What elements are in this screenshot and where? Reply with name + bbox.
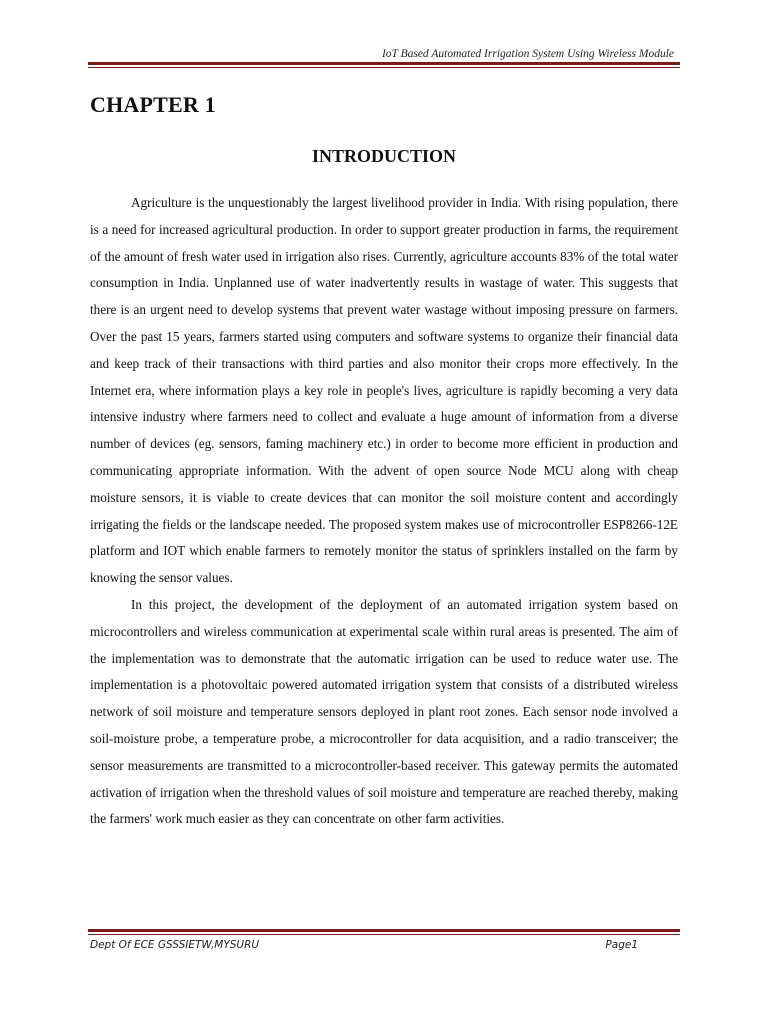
footer-department: Dept Of ECE GSSSIETW,MYSURU <box>90 939 260 951</box>
running-header: IoT Based Automated Irrigation System Using Wireless Module <box>381 48 674 60</box>
header-rule <box>88 62 680 65</box>
section-title: INTRODUCTION <box>311 146 457 166</box>
paragraph-2: In this project, the development of the deployment of an automated irrigation system based on microcontrollers and wireless communication at experimental scale within rural areas is presented. The aim of the implementation was to demonstrate that the automatic irrigation can be used to reduce water use. The implementation is a photovoltaic powered automated irrigation system that consists of a distributed wireless network of soil moisture and temperature sensors deployed in plant root zones. Each sensor node involved a soil-moisture probe, a temperature probe, a microcontroller for data acquisition, and a radio transceiver; the sensor measurements are transmitted to a microcontroller-based receiver. This gateway permits the automated activation of irrigation when the threshold values of soil moisture and temperature are reached thereby, making the farmers' work much easier as they can concentrate on other farm activities. <box>90 596 678 827</box>
footer-rule <box>88 929 680 932</box>
paragraph-1: Agriculture is the unquestionably the largest livelihood provider in India. With rising population, there is a need for increased agricultural production. In order to support greater production in farms, the requirement of the amount of fresh water used in irrigation also rises. Currently, agriculture accounts 83% of the total water consumption in India. Unplanned use of water inadvertently results in wastage of water. This suggests that there is an urgent need to develop systems that prevent water wastage without imposing pressure on farmers. Over the past 15 years, farmers started using computers and software systems to organize their financial data and keep track of their transactions with third parties and also monitor their crops more effectively. In the Internet era, where information plays a key role in people's lives, agriculture is rapidly becoming a very data intensive industry where farmers need to collect and evaluate a huge amount of information from a diverse number of devices (eg. sensors, faming machinery etc.) in order to become more efficient in production and communicating appropriate information. With the advent of open source Node MCU along with cheap moisture sensors, it is viable to create devices that can monitor the soil moisture content and accordingly irrigating the fields or the landscape needed. The proposed system makes use of microcontroller ESP8266-12E platform and IOT which enable farmers to remotely monitor the status of sprinklers installed on the farm by knowing the sensor values. <box>90 195 678 586</box>
footer-rule-thin <box>88 934 680 935</box>
header-rule-thin <box>88 67 680 68</box>
chapter-heading: CHAPTER 1 <box>90 92 216 117</box>
body-text <box>90 190 678 833</box>
footer-page-number: Page1 <box>605 939 638 951</box>
